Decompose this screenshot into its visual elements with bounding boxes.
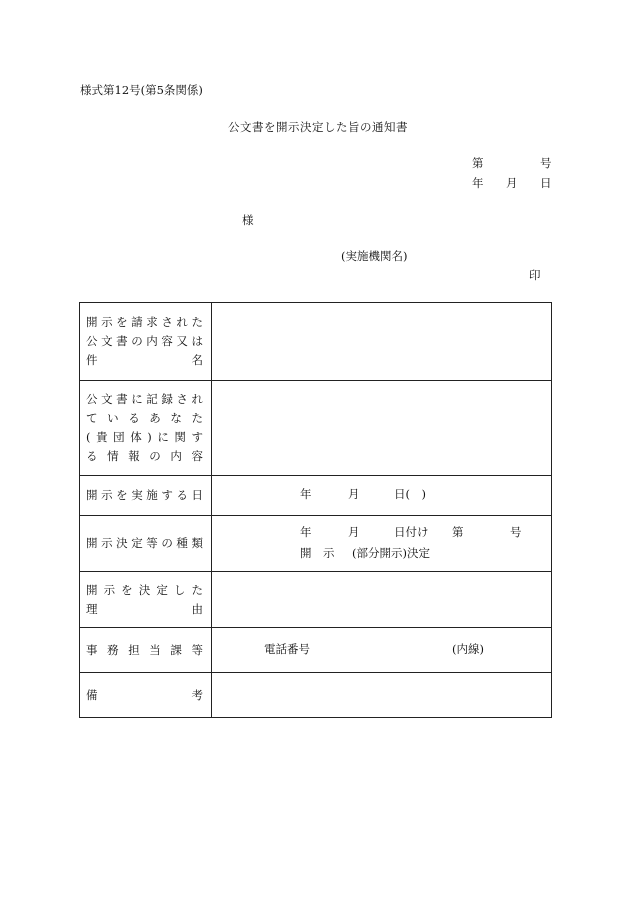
label-decision-type xyxy=(80,516,212,572)
seal-mark: 印 xyxy=(529,268,541,282)
table-row-decision-reason xyxy=(80,572,552,628)
table-row-decision-type xyxy=(80,516,552,572)
reference-number-prefix: 第 xyxy=(472,156,484,170)
value-remarks[interactable] xyxy=(212,673,552,718)
disclosure-table xyxy=(79,302,552,718)
date-month: 月 xyxy=(506,176,518,190)
label-line: ( 貴 団 体 ) に 関 す xyxy=(86,430,203,444)
label-requested-document xyxy=(80,303,212,381)
label-recorded-info xyxy=(80,381,212,476)
label-line: 事 務 担 当 課 等 xyxy=(86,642,203,657)
label-office-in-charge xyxy=(80,628,212,673)
label-disclosure-date xyxy=(80,476,212,516)
disclosure-date-year: 年 xyxy=(300,487,312,501)
table-row-disclosure-date xyxy=(80,476,552,516)
agency-name: (実施機関名) xyxy=(341,249,408,263)
table-row-requested-document xyxy=(80,303,552,381)
decision-date-day: 日付け xyxy=(394,525,429,539)
phone-number-label: 電話番号 xyxy=(264,642,310,656)
label-line: 件 名 xyxy=(86,353,203,367)
decision-date-month: 月 xyxy=(348,525,360,539)
value-decision-reason[interactable] xyxy=(212,572,552,628)
label-decision-reason xyxy=(80,572,212,628)
form-number: 様式第12号(第5条関係) xyxy=(80,83,203,97)
label-line: 開 示 決 定 等 の 種 類 xyxy=(86,536,203,550)
date-day: 日 xyxy=(540,176,552,190)
decision-disclosure: 開 示 xyxy=(300,546,335,560)
value-office-in-charge[interactable] xyxy=(212,628,552,673)
disclosure-date-day: 日( ) xyxy=(394,487,426,501)
label-line: て い る あ な た xyxy=(86,411,203,425)
value-disclosure-date[interactable] xyxy=(212,476,552,516)
decision-date-year: 年 xyxy=(300,525,312,539)
label-line: 開 示 を 実 施 す る 日 xyxy=(86,488,203,502)
value-requested-document[interactable] xyxy=(212,303,552,381)
label-line: る 情 報 の 内 容 xyxy=(86,449,203,463)
document-title: 公文書を開示決定した旨の通知書 xyxy=(228,120,408,134)
value-decision-type[interactable] xyxy=(212,516,552,572)
table-row-recorded-info xyxy=(80,381,552,476)
decision-number-prefix: 第 xyxy=(452,525,464,539)
label-line: 開 示 を 請 求 さ れ た xyxy=(86,315,203,329)
date-year: 年 xyxy=(472,176,484,190)
decision-number-suffix: 号 xyxy=(510,525,522,539)
disclosure-date-month: 月 xyxy=(348,487,360,501)
table-row-office-in-charge xyxy=(80,628,552,673)
addressee-honorific: 様 xyxy=(242,213,254,227)
label-line: 開 示 を 決 定 し た xyxy=(86,582,203,597)
table-row-remarks xyxy=(80,673,552,718)
reference-number-suffix: 号 xyxy=(540,156,552,170)
label-line: 公 文 書 の 内 容 又 は xyxy=(86,334,203,348)
value-recorded-info[interactable] xyxy=(212,381,552,476)
label-line: 備 考 xyxy=(86,687,203,702)
extension-label: (内線) xyxy=(452,642,484,656)
label-line: 公 文 書 に 記 録 さ れ xyxy=(86,392,203,406)
label-line: 理 由 xyxy=(86,601,203,616)
decision-partial-disclosure: (部分開示)決定 xyxy=(352,546,430,560)
label-remarks xyxy=(80,673,212,718)
